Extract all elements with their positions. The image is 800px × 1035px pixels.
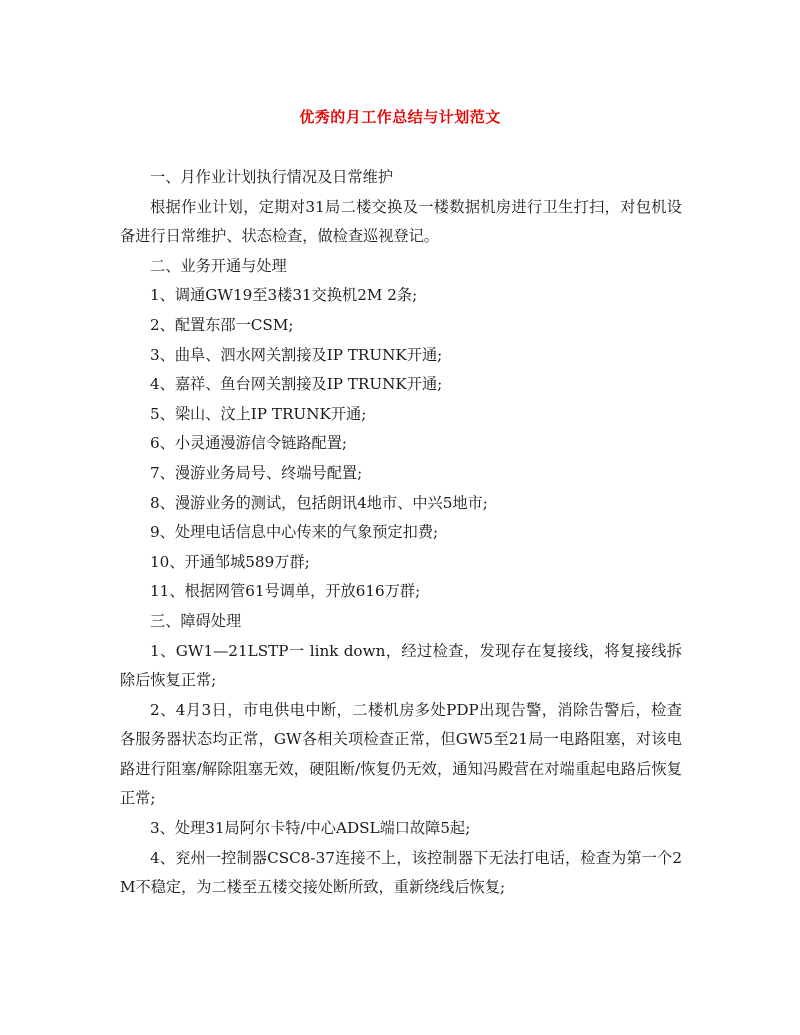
section-heading-3: 三、障碍处理 (150, 611, 242, 630)
list-item: 3、处理31局阿尔卡特/中心ADSL端口故障5起; (150, 819, 471, 838)
list-item: 3、曲阜、泗水网关割接及IP TRUNK开通; (150, 345, 443, 364)
list-item: 4、嘉祥、鱼台网关割接及IP TRUNK开通; (150, 375, 443, 394)
section-heading-2: 二、业务开通与处理 (150, 256, 287, 275)
list-item: 7、漫游业务局号、终端号配置; (150, 463, 363, 482)
list-item: 11、根据网管61号调单，开放616万群; (150, 582, 421, 601)
list-item: 2、4月3日，市电供电中断，二楼机房多处PDP出现告警，消除告警后，检查各服务器状态均正常，GW各相关项检查正常，但GW5至21局一电路阻塞，对该电路进行阻塞/解除阻塞无效，硬阻断/恢复仍无效，通知冯殿营在对端重起电路后恢复正常; (120, 700, 682, 808)
section-heading-1: 一、月作业计划执行情况及日常维护 (150, 168, 393, 186)
list-item: 2、配置东邵一CSM; (150, 315, 294, 334)
list-item: 4、兖州一控制器CSC8-37连接不上，该控制器下无法打电话，检查为第一个2M不稳定，为二楼至五楼交接处断所致，重新绕线后恢复; (120, 848, 682, 897)
list-item: 1、调通GW19至3楼31交换机2M 2条; (150, 286, 418, 305)
list-item: 10、开通邹城589万群; (150, 552, 310, 571)
document-body (120, 163, 682, 903)
list-item: 1、GW1—21LSTP一 link down，经过检查，发现存在复接线，将复接线拆除后恢复正常; (120, 641, 682, 690)
list-item: 9、处理电话信息中心传来的气象预定扣费; (150, 523, 439, 542)
document-title: 优秀的月工作总结与计划范文 (299, 108, 501, 126)
list-item: 5、梁山、汶上IP TRUNK开通; (150, 404, 367, 423)
list-item: 6、小灵通漫游信令链路配置; (150, 434, 348, 453)
paragraph-maintenance: 根据作业计划，定期对31局二楼交换及一楼数据机房进行卫生打扫，对包机设备进行日常维护、状态检查，做检查巡视登记。 (120, 197, 682, 246)
list-item: 8、漫游业务的测试，包括朗讯4地市、中兴5地市; (150, 493, 488, 512)
